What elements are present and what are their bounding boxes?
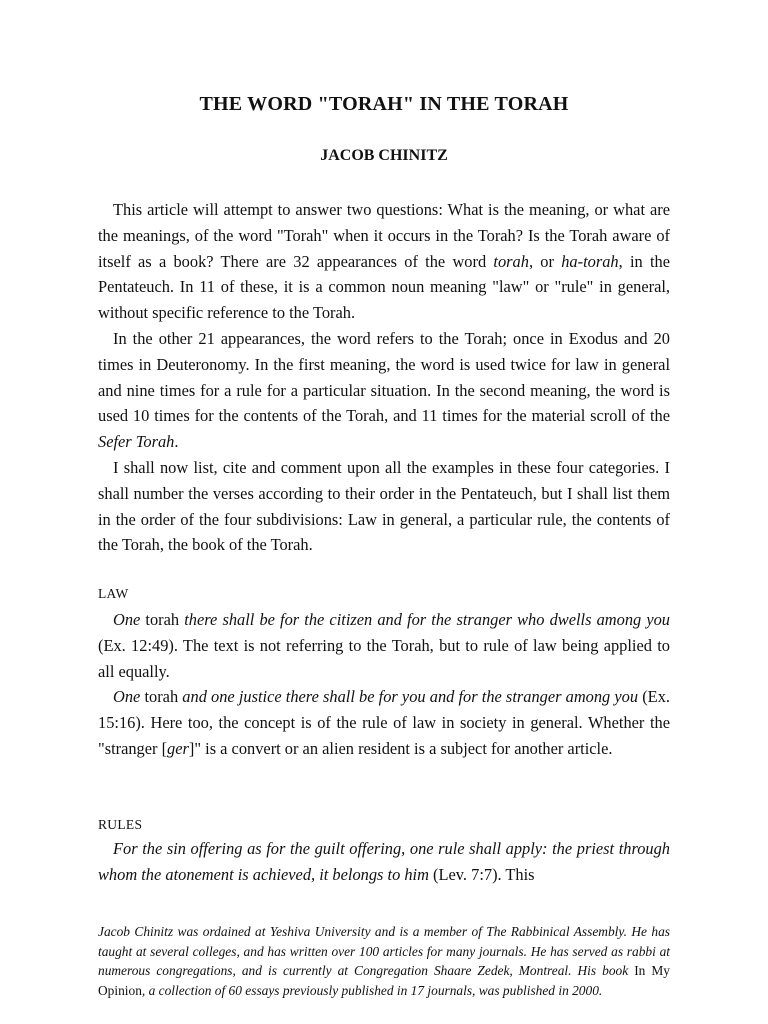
intro-p1-text-a: This article will attempt to answer two questions: What is the meaning, or what are the meanings, of the word "Torah" when it occurs in the Torah? Is the Torah aware of itself as a book? There are 32 appearances of the word bbox=[98, 200, 670, 271]
law-section bbox=[98, 607, 670, 762]
footnote-book-title: In My Opinion bbox=[98, 963, 670, 998]
rules-section bbox=[98, 836, 670, 888]
law-p1-quote: there shall be for the citizen and for the stranger who dwells among you bbox=[184, 610, 670, 629]
intro-paragraph-3: I shall now list, cite and comment upon all the examples in these four categories. I shall number the verses according to their order in the Pentateuch, but I shall list them in the order of the four subdivisions: Law in general, a particular rule, the contents of the Torah, the book of the Torah. bbox=[98, 457, 670, 555]
law-p2-comment: (Ex. 15:16). Here too, the concept is of the rule of law in society in general. Whether the "stranger [ bbox=[98, 687, 670, 758]
rules-p1-quote: For the sin offering as for the guilt offering, one rule shall apply: the priest through whom the atonement is achieved, it belongs to him bbox=[98, 839, 670, 884]
intro-p1-text-c: , or bbox=[528, 251, 562, 271]
intro-section bbox=[98, 197, 670, 558]
law-p2-ger: ger bbox=[167, 738, 189, 758]
rules-paragraph-1 bbox=[98, 836, 670, 888]
law-paragraph-2 bbox=[98, 684, 670, 761]
intro-p2-text-c: . bbox=[174, 432, 179, 452]
footnote-text-c: , a collection of 60 essays previously published in 17 journals, was published in 2000. bbox=[141, 982, 603, 998]
article-author: JACOB CHINITZ bbox=[320, 147, 448, 164]
rules-p1-comment: (Lev. 7:7). This bbox=[428, 864, 535, 884]
intro-p2-text-a: In the other 21 appearances, the word refers to the Torah; once in Exodus and 20 times in Deuteronomy. In the first meaning, the word is used twice for law in general and nine times for a rule for a particular situation. In the second meaning, the word is used 10 times for the contents of the Torah, and 11 times for the material scroll of the bbox=[98, 328, 670, 426]
law-p1-torah: torah bbox=[140, 610, 185, 629]
intro-p1-term-ha-torah: ha-torah bbox=[561, 251, 619, 271]
law-p2-one: One bbox=[113, 687, 141, 707]
law-p2-quote: and one justice there shall be for you and for the stranger among you bbox=[182, 687, 639, 707]
intro-p1-text-e: , in the Pentateuch. In 11 of these, it is a common noun meaning "law" or "rule" in general, without specific reference to the Torah. bbox=[98, 251, 670, 323]
article-title: THE WORD "TORAH" IN THE TORAH bbox=[199, 93, 569, 115]
author-bio-footnote bbox=[98, 922, 670, 1000]
intro-p2-term-sefer-torah: Sefer Torah bbox=[98, 432, 175, 452]
footnote-text-a: Jacob Chinitz was ordained at Yeshiva University and is a member of The Rabbinical Assembly. He has taught at several colleges, and has written over 100 articles for many journals. He has served as rabbi at numerous congregations, and is currently at Congregation Shaare Zedek, Montreal. His book bbox=[98, 924, 670, 979]
law-p2-comment-end: ]" is a convert or an alien resident is a subject for another article. bbox=[188, 738, 613, 758]
intro-p1-term-torah: torah bbox=[493, 251, 529, 271]
law-p1-one: One bbox=[113, 610, 141, 629]
law-p2-torah: torah bbox=[140, 687, 183, 707]
law-paragraph-1 bbox=[98, 607, 670, 684]
law-p1-comment: (Ex. 12:49). The text is not referring to the Torah, but to rule of law being applied to all equally. bbox=[98, 635, 670, 681]
intro-paragraph-2 bbox=[98, 326, 670, 455]
intro-paragraph-1 bbox=[98, 197, 670, 326]
law-section-heading: LAW bbox=[98, 586, 129, 601]
rules-section-heading: RULES bbox=[98, 817, 143, 832]
